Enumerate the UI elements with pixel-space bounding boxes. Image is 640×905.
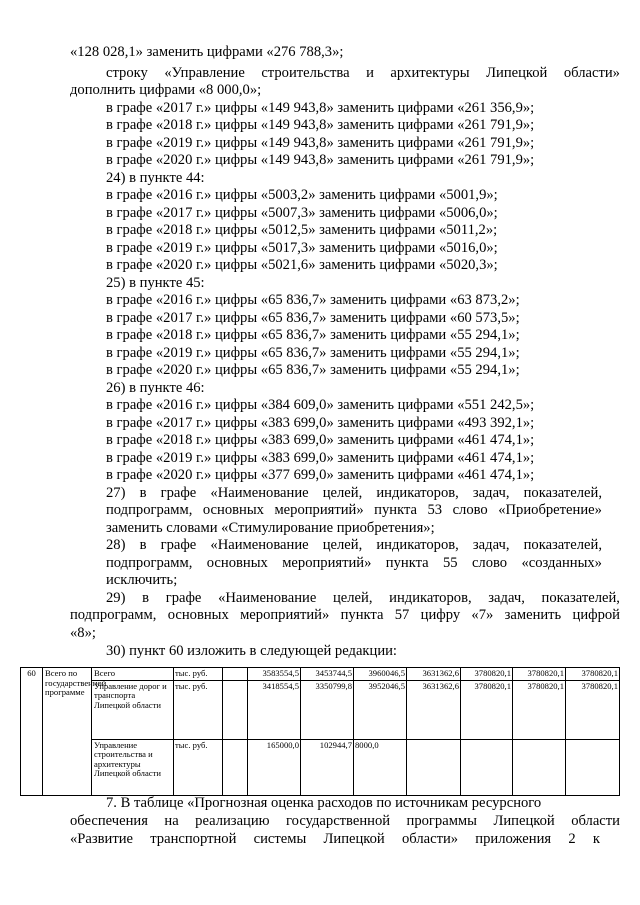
text-line: в графе «2020 г.» цифры «149 943,8» заменить цифрами «261 791,9»; [106,152,535,168]
value-cell: 3780820,1 [461,680,513,739]
value-cell: 3780820,1 [566,680,620,739]
text-line: в графе «2016 г.» цифры «5003,2» заменить цифрами «5001,9»; [106,187,498,203]
text-line: 30) пункт 60 изложить в следующей редакции: [106,643,397,659]
text-line: в графе «2019 г.» цифры «149 943,8» заменить цифрами «261 791,9»; [106,135,535,151]
table-row [21,680,620,739]
empty-cell [223,739,248,795]
text-line: в графе «2020 г.» цифры «377 699,0» заменить цифрами «461 474,1»; [106,467,535,483]
value-cell: 3583554,5 [248,668,301,681]
text-line: подпрограмм, основных мероприятий» пункта 57 цифру «7» заменить цифрой [70,607,620,623]
unit-cell: тыс. руб. [174,668,223,681]
table-row [21,668,620,681]
value-cell [566,739,620,795]
row-label: Управление строительства и архитектуры Липецкой области [92,739,174,795]
text-line: в графе «2018 г.» цифры «383 699,0» заменить цифрами «461 474,1»; [106,432,535,448]
text-line: исключить; [106,572,178,588]
row-label: Всего [92,668,174,681]
table-row [21,739,620,795]
text-line: подпрограмм, основных мероприятий» пункта 55 слово «созданных» [106,555,602,571]
value-cell: 3960046,5 [354,668,407,681]
value-cell: 3631362,6 [407,680,461,739]
item-name: Всего по государственной программе [43,668,92,796]
text-line: 25) в пункте 45: [106,275,205,291]
value-cell: 3952046,5 [354,680,407,739]
value-cell: 3418554,5 [248,680,301,739]
text-line: в графе «2017 г.» цифры «65 836,7» заменить цифрами «60 573,5»; [106,310,520,326]
empty-cell [223,668,248,681]
text-line: в графе «2016 г.» цифры «384 609,0» заменить цифрами «551 242,5»; [106,397,535,413]
text-line: 24) в пункте 44: [106,170,205,186]
value-cell: 3631362,6 [407,668,461,681]
item-60-table [20,667,620,796]
value-cell: 3453744,5 [301,668,354,681]
text-line: строку «Управление строительства и архитектуры Липецкой области» [106,65,620,81]
text-line: «Развитие транспортной системы Липецкой области» приложения 2 к [70,831,600,847]
text-line: заменить словами «Стимулирование приобретения»; [106,520,435,536]
text-line: дополнить цифрами «8 000,0»; [70,82,262,98]
text-line: 26) в пункте 46: [106,380,205,396]
text-line: 27) в графе «Наименование целей, индикаторов, задач, показателей, [106,485,602,501]
text-line: в графе «2016 г.» цифры «65 836,7» заменить цифрами «63 873,2»; [106,292,520,308]
unit-cell: тыс. руб. [174,739,223,795]
text-line: в графе «2018 г.» цифры «5012,5» заменить цифрами «5011,2»; [106,222,498,238]
value-cell: 165000,0 [248,739,301,795]
text-line: в графе «2019 г.» цифры «5017,3» заменить цифрами «5016,0»; [106,240,498,256]
value-cell: 3780820,1 [513,668,566,681]
text-line: в графе «2020 г.» цифры «5021,6» заменить цифрами «5020,3»; [106,257,498,273]
value-cell [513,739,566,795]
text-line: в графе «2017 г.» цифры «149 943,8» заменить цифрами «261 356,9»; [106,100,535,116]
text-line: в графе «2018 г.» цифры «65 836,7» заменить цифрами «55 294,1»; [106,327,520,343]
value-cell: 3780820,1 [461,668,513,681]
text-line: в графе «2019 г.» цифры «65 836,7» заменить цифрами «55 294,1»; [106,345,520,361]
text-line: «8»; [70,625,96,641]
value-cell: 3350799,8 [301,680,354,739]
text-line: 28) в графе «Наименование целей, индикаторов, задач, показателей, [106,537,602,553]
item-number: 60 [21,668,43,796]
value-cell [407,739,461,795]
text-line: «128 028,1» заменить цифрами «276 788,3»; [70,44,344,60]
text-line: подпрограмм, основных мероприятий» пункта 53 слово «Приобретение» [106,502,602,518]
row-label: Управление дорог и транспорта Липецкой области [92,680,174,739]
value-cell: 102944,7 [301,739,354,795]
value-cell: 3780820,1 [566,668,620,681]
empty-cell [223,680,248,739]
text-line: в графе «2019 г.» цифры «383 699,0» заменить цифрами «461 474,1»; [106,450,535,466]
value-cell: 8000,0 [354,739,407,795]
text-line: в графе «2020 г.» цифры «65 836,7» заменить цифрами «55 294,1»; [106,362,520,378]
value-cell: 3780820,1 [513,680,566,739]
text-line: обеспечения на реализацию государственной программы Липецкой области [70,813,620,829]
value-cell [461,739,513,795]
text-line: в графе «2017 г.» цифры «5007,3» заменить цифрами «5006,0»; [106,205,498,221]
text-line: 7. В таблице «Прогнозная оценка расходов по источникам ресурсного [106,795,542,811]
text-line: в графе «2018 г.» цифры «149 943,8» заменить цифрами «261 791,9»; [106,117,535,133]
unit-cell: тыс. руб. [174,680,223,739]
text-line: 29) в графе «Наименование целей, индикаторов, задач, показателей, [106,590,620,606]
text-line: в графе «2017 г.» цифры «383 699,0» заменить цифрами «493 392,1»; [106,415,535,431]
